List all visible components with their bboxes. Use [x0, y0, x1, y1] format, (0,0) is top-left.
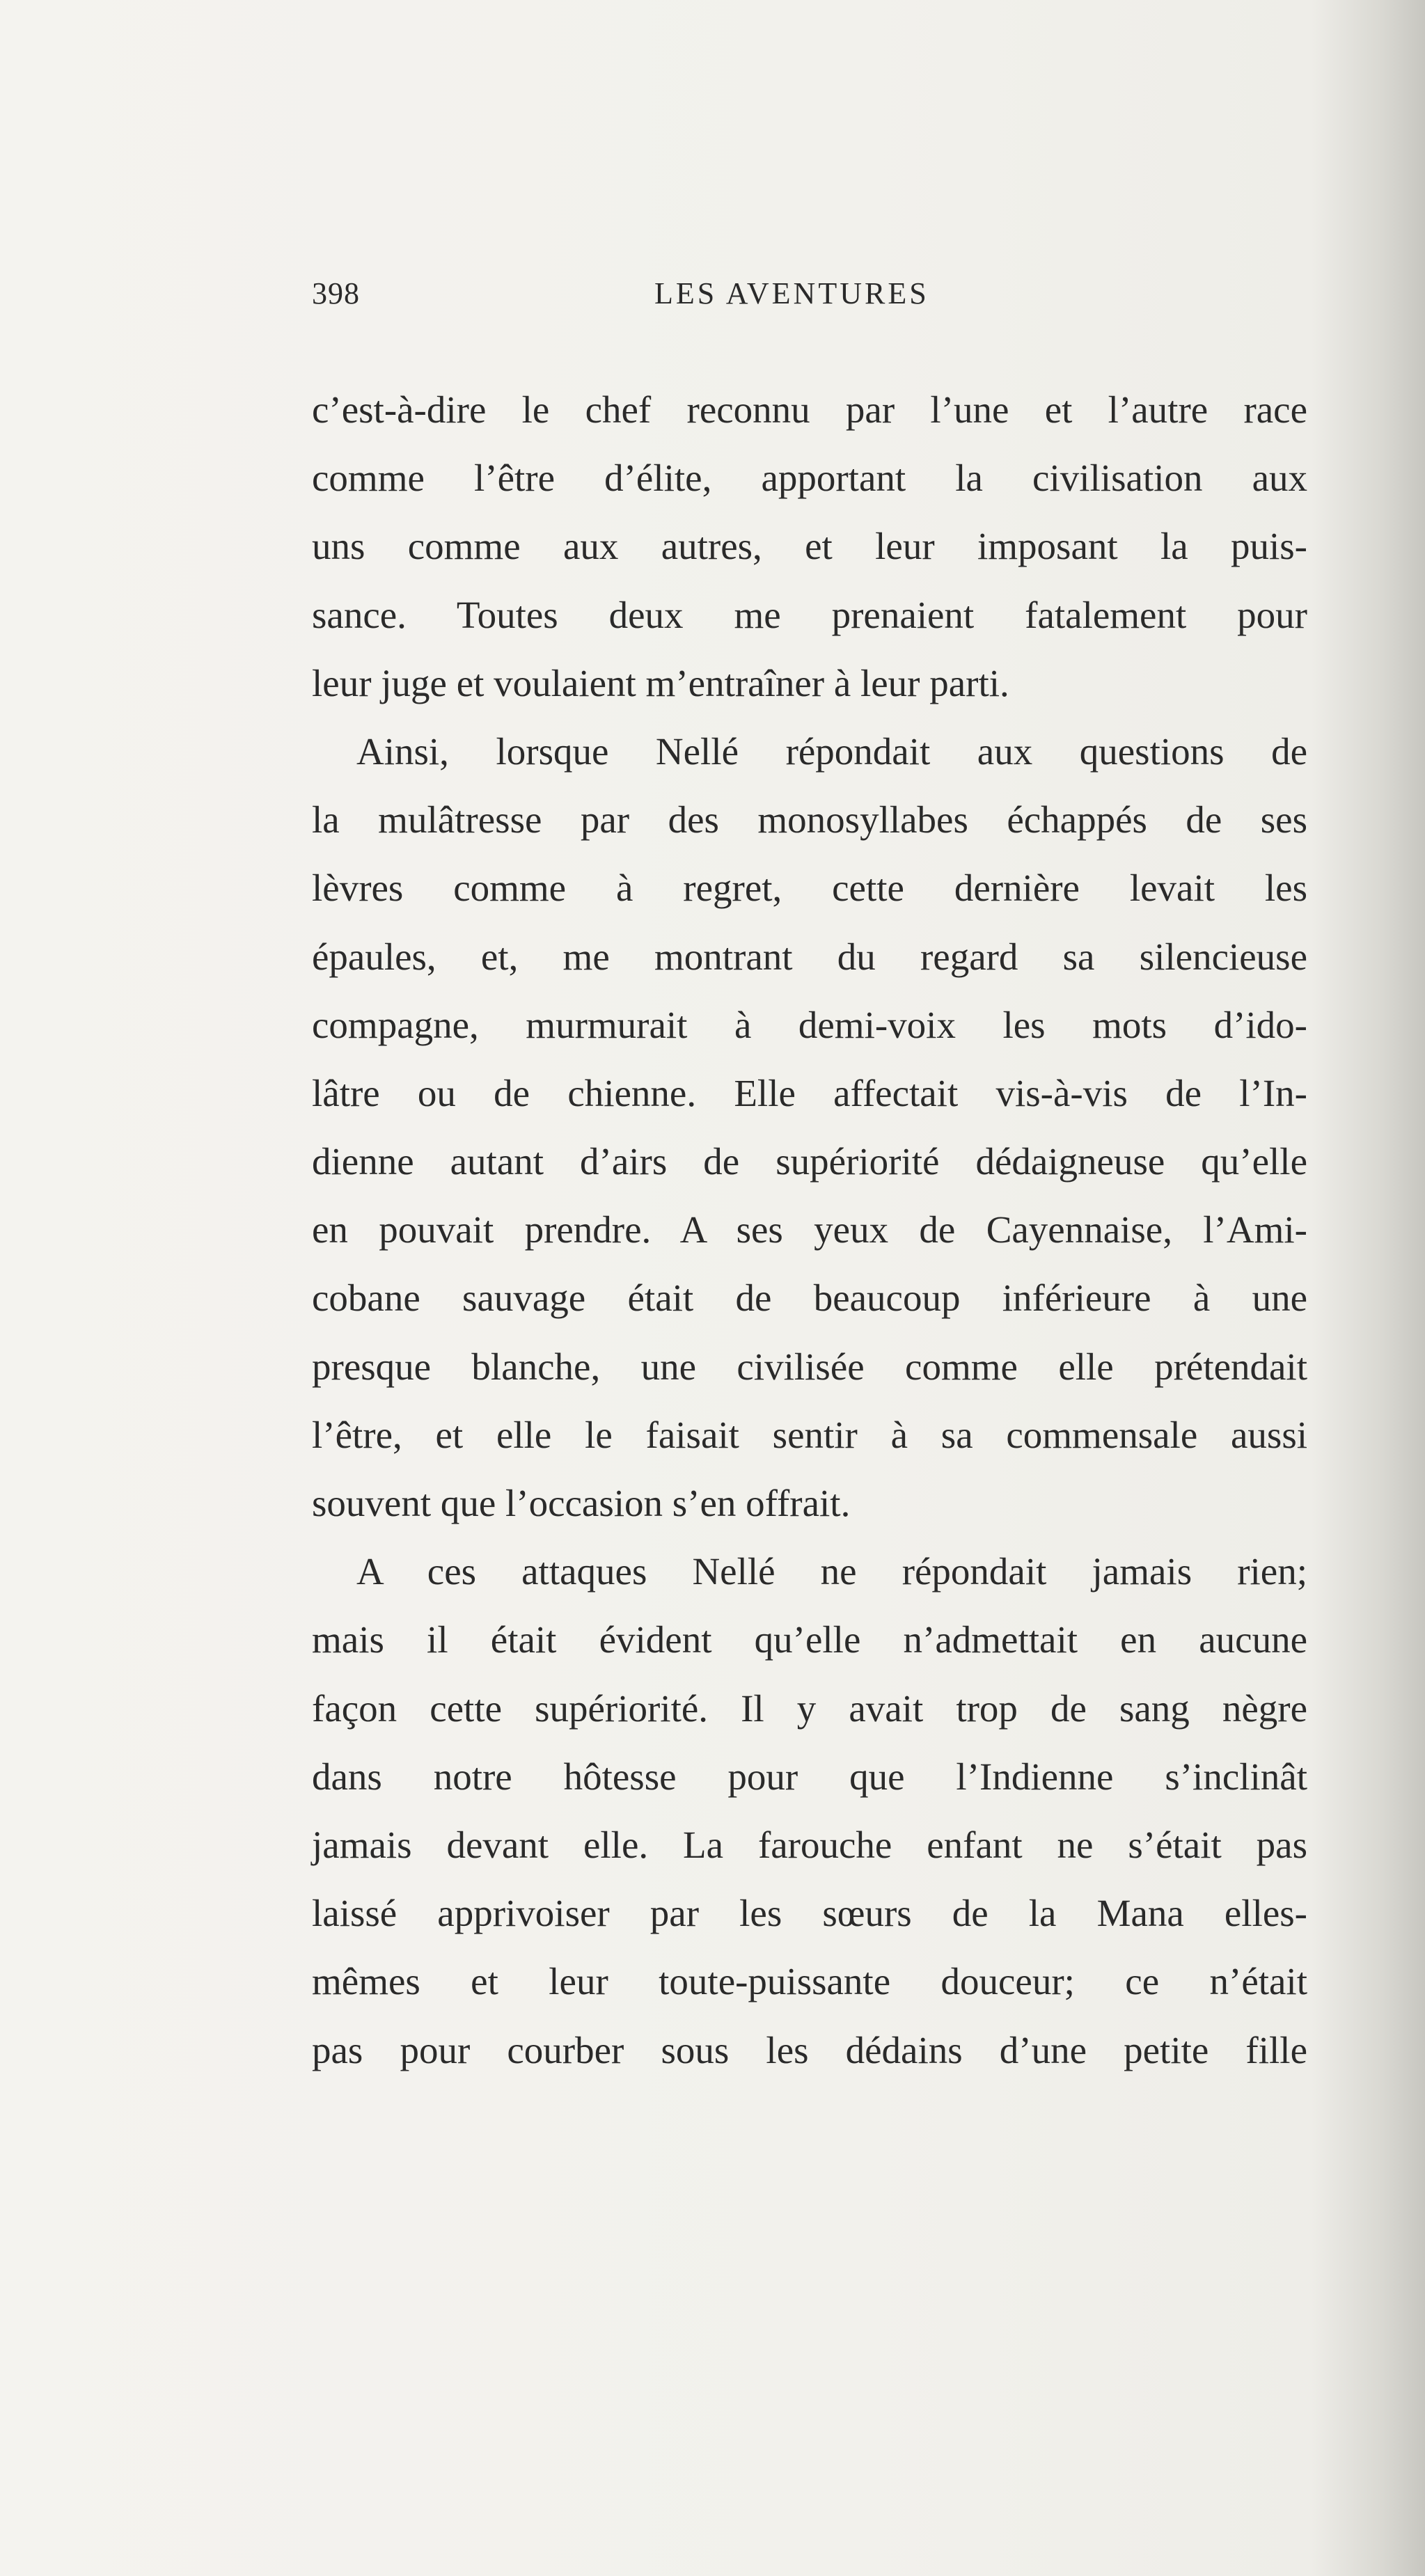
- text-line: sance. Toutes deux me prenaient fatalement pour: [312, 593, 1307, 636]
- body-text: [312, 376, 1307, 2085]
- text-line: épaules, et, me montrant du regard sa silencieuse: [312, 935, 1307, 978]
- text-line: mêmes et leur toute-puissante douceur; ce n’était: [312, 1960, 1307, 2003]
- text-line: souvent que l’occasion s’en offrait.: [312, 1482, 851, 1524]
- page-number: 398: [312, 276, 360, 310]
- text-line: uns comme aux autres, et leur imposant la puis-: [312, 525, 1307, 568]
- text-line: lèvres comme à regret, cette dernière levait les: [312, 867, 1307, 910]
- text-line: dienne autant d’airs de supériorité dédaigneuse qu’elle: [312, 1140, 1307, 1183]
- text-line: en pouvait prendre. A ses yeux de Cayennaise, l’Ami-: [312, 1208, 1307, 1251]
- text-line: A ces attaques Nellé ne répondait jamais rien;: [356, 1550, 1307, 1593]
- text-line: leur juge et voulaient m’entraîner à leur parti.: [312, 661, 1009, 704]
- text-line: cobane sauvage était de beaucoup inférieure à une: [312, 1277, 1307, 1320]
- text-line: pas pour courber sous les dédains d’une petite fille: [312, 2028, 1307, 2071]
- text-line: presque blanche, une civilisée comme elle prétendait: [312, 1345, 1307, 1388]
- text-line: lâtre ou de chienne. Elle affectait vis-à-vis de l’In-: [312, 1071, 1307, 1114]
- running-title: LES AVENTURES: [654, 276, 929, 310]
- text-line: comme l’être d’élite, apportant la civilisation aux: [312, 457, 1307, 500]
- text-line: c’est-à-dire le chef reconnu par l’une et l’autre race: [312, 388, 1307, 431]
- text-line: façon cette supériorité. Il y avait trop de sang nègre: [312, 1686, 1307, 1730]
- text-line: Ainsi, lorsque Nellé répondait aux questions de: [356, 729, 1307, 773]
- text-line: mais il était évident qu’elle n’admettait en aucune: [312, 1618, 1307, 1661]
- text-line: dans notre hôtesse pour que l’Indienne s’inclinât: [312, 1755, 1307, 1798]
- text-line: jamais devant elle. La farouche enfant ne s’était pas: [312, 1823, 1307, 1866]
- text-line: l’être, et elle le faisait sentir à sa commensale aussi: [312, 1413, 1307, 1456]
- page-header: [312, 273, 952, 315]
- text-line: la mulâtresse par des monosyllabes échappés de ses: [312, 798, 1307, 841]
- text-line: laissé apprivoiser par les sœurs de la Mana elles-: [312, 1892, 1307, 1935]
- text-line: compagne, murmurait à demi-voix les mots d’ido-: [312, 1003, 1307, 1046]
